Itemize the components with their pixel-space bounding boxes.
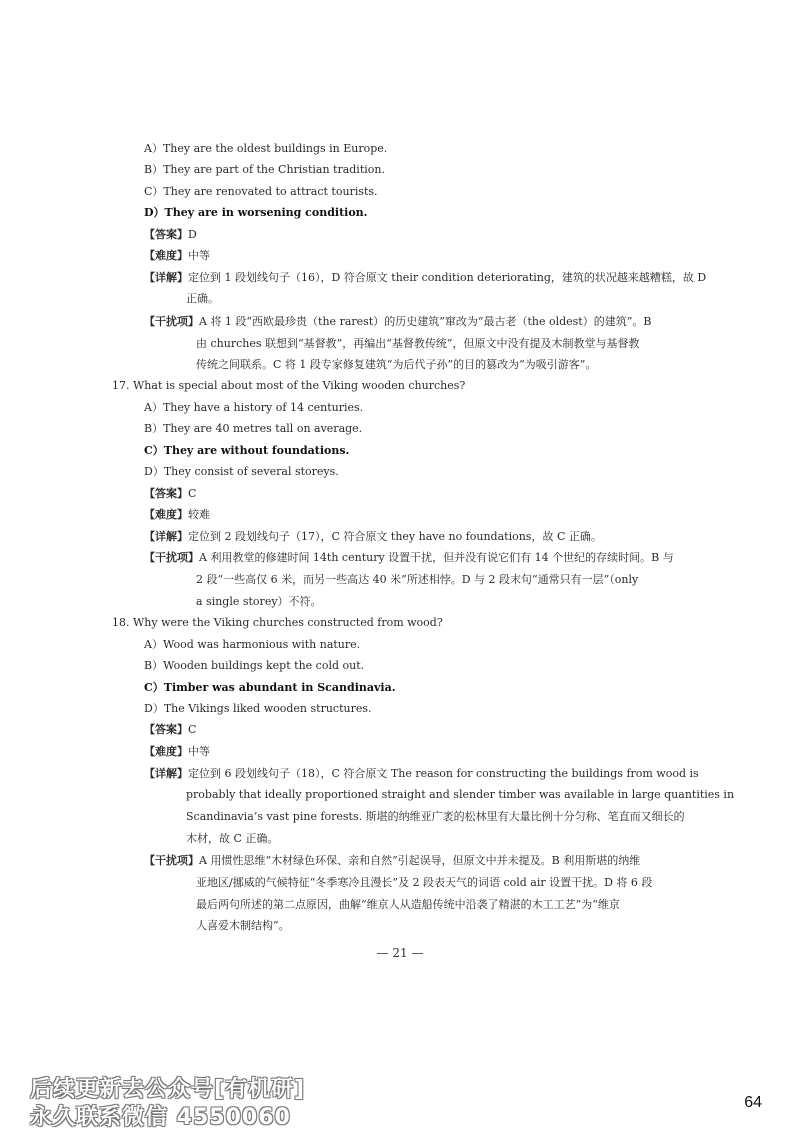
q16-detail	[144, 270, 706, 286]
q17-difficulty	[144, 507, 210, 523]
distractor-tag: 【干扰项】	[144, 854, 199, 867]
q17-option-c: C）They are without foundations.	[144, 444, 350, 457]
q18-distractor	[144, 853, 640, 869]
answer-tag: 【答案】	[144, 487, 188, 500]
q17-stem: 17. What is special about most of the Viking wooden churches?	[112, 379, 466, 392]
q17-answer	[144, 486, 196, 502]
q16-distractor-cont-2: 传统之间联系。C 将 1 段专家修复建筑“为后代子孙”的目的篡改为“为吸引游客”。	[196, 358, 597, 371]
q16-distractor	[144, 314, 651, 330]
q18-difficulty	[144, 744, 210, 760]
difficulty-tag: 【难度】	[144, 249, 188, 262]
q17-option-b: B）They are 40 metres tall on average.	[144, 422, 363, 435]
q17-option-a: A）They have a history of 14 centuries.	[144, 401, 364, 414]
answer-tag: 【答案】	[144, 723, 188, 736]
q18-option-a: A）Wood was harmonious with nature.	[144, 638, 361, 651]
detail-tag: 【详解】	[144, 767, 188, 780]
watermark-line-2: 永久联系微信 4550060	[30, 1105, 291, 1130]
distractor-text: A 将 1 段“西欧最珍贵（the rarest）的历史建筑”窜改为“最古老（the oldest）的建筑”。B	[199, 315, 652, 328]
q17-option-d: D）They consist of several storeys.	[144, 465, 339, 478]
q18-detail-cont-2: Scandinavia’s vast pine forests. 斯堪的纳维亚广袤的松林里有大量比例十分匀称、笔直而又细长的	[186, 810, 685, 823]
q16-option-b: B）They are part of the Christian tradition.	[144, 163, 385, 176]
detail-text: 定位到 6 段划线句子（18），C 符合原文 The reason for constructing the buildings from wood is	[188, 767, 699, 780]
q16-answer	[144, 227, 197, 243]
detail-tag: 【详解】	[144, 271, 188, 284]
distractor-text: A 利用教堂的修建时间 14th century 设置干扰，但并没有说它们有 14 个世纪的存续时间。B 与	[199, 551, 674, 564]
q18-detail-cont-3: 木材，故 C 正确。	[186, 832, 279, 845]
answer-value: D	[188, 228, 197, 241]
watermark-line-1: 后续更新去公众号[有机研]	[30, 1077, 306, 1102]
q18-detail-cont-1: probably that ideally proportioned straight and slender timber was available in large quantities in	[186, 788, 735, 801]
detail-text: 定位到 2 段划线句子（17），C 符合原文 they have no foundations，故 C 正确。	[188, 530, 602, 543]
corner-page-number: 64	[744, 1094, 762, 1111]
distractor-tag: 【干扰项】	[144, 315, 199, 328]
q18-detail	[144, 766, 699, 782]
q18-option-c: C）Timber was abundant in Scandinavia.	[144, 681, 396, 694]
q17-distractor-cont-1: 2 段“一些高仅 6 米，而另一些高达 40 米”所述相悖。D 与 2 段末句“通常只有一层”（only	[196, 573, 639, 586]
q18-distractor-cont-1: 亚地区/挪威的气候特征“冬季寒冷且漫长”及 2 段表天气的词语 cold air 设置干扰。D 将 6 段	[196, 876, 653, 889]
q17-distractor-cont-2: a single storey）不符。	[196, 595, 322, 608]
answer-tag: 【答案】	[144, 228, 188, 241]
q16-option-a: A）They are the oldest buildings in Europe.	[144, 142, 388, 155]
distractor-tag: 【干扰项】	[144, 551, 199, 564]
q18-stem: 18. Why were the Viking churches constructed from wood?	[112, 616, 443, 629]
q18-option-d: D）The Vikings liked wooden structures.	[144, 702, 372, 715]
difficulty-tag: 【难度】	[144, 745, 188, 758]
answer-value: C	[188, 723, 197, 736]
q16-difficulty	[144, 248, 210, 264]
difficulty-value: 中等	[188, 249, 210, 262]
difficulty-tag: 【难度】	[144, 508, 188, 521]
q17-distractor	[144, 550, 674, 566]
difficulty-value: 中等	[188, 745, 210, 758]
q16-option-c: C）They are renovated to attract tourists.	[144, 185, 378, 198]
page-number: — 21 —	[376, 946, 424, 960]
q17-detail	[144, 529, 602, 545]
q18-option-b: B）Wooden buildings kept the cold out.	[144, 659, 365, 672]
q18-answer	[144, 722, 196, 738]
distractor-text: A 用惯性思维“木材绿色环保、亲和自然”引起误导，但原文中并未提及。B 利用斯堪的纳维	[199, 854, 641, 867]
q16-distractor-cont-1: 由 churches 联想到“基督教”，再编出“基督教传统”，但原文中没有提及木制教堂与基督教	[196, 337, 640, 350]
q16-detail-cont: 正确。	[186, 292, 219, 305]
difficulty-value: 较难	[188, 508, 210, 521]
q16-option-d: D）They are in worsening condition.	[144, 206, 368, 219]
q18-distractor-cont-2: 最后两句所述的第二点原因，曲解“维京人从造船传统中沿袭了精湛的木工工艺”为“维京	[196, 898, 620, 911]
detail-text: 定位到 1 段划线句子（16），D 符合原文 their condition deteriorating，建筑的状况越来越糟糕，故 D	[188, 271, 707, 284]
answer-value: C	[188, 487, 197, 500]
q18-distractor-cont-3: 人喜爱木制结构”。	[196, 919, 290, 932]
detail-tag: 【详解】	[144, 530, 188, 543]
